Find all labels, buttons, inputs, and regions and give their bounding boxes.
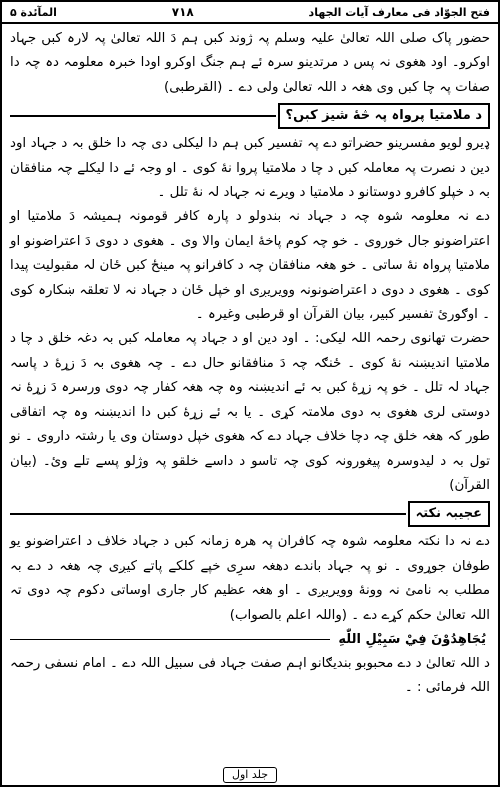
verse-rule xyxy=(10,639,330,640)
page-number: ۷۱۸ xyxy=(171,5,194,19)
section-heading-row xyxy=(10,499,490,529)
paragraph: دے نہ معلومہ شوہ چہ د جہاد نہ بندولو د پارہ کافر قومونہ ہمیشہ دَ ملامتیا او اعتراضونو جال خوروی ۔ خو چہ کوم پاخۀ ایمان والا وی ۔ ھغوی د دوی دَ اعتراضونو او ملامتیا پرواہ نۀ ساتی ۔ خو ھغہ منافقان چہ د کافرانو پہ مینځ کبں ځان لہ مقبولیت پیدا کوی ۔ ھغوی د دوی د اعتراضونونہ وویریږی او خپل ځان د جہاد نہ لا تعلقہ ښکارہ کوی ۔ اوګورئ تفسیر کبیر، بیان القرآن او قرطبی وغیرہ ۔ xyxy=(10,209,490,323)
page-body xyxy=(2,24,498,701)
paragraph: ډیرو لویو مفسرینو حضراتو دے پہ تفسیر کبں ہم دا لیکلی دی چہ دا خلق بہ د جہاد اود دین د نصرت پہ معاملہ کبں د چا د ملامتیا پروا نۀ کوی ۔ او وجہ ئے دا لیکلے چہ منافقان بہ د خپلو کافرو دوستانو د ملامتیا د ویرے نہ جہاد لہ نۀ تلل ۔ xyxy=(10,136,490,201)
section-heading: د ملامتیا پرواہ پہ څۀ شیز کبں؟ xyxy=(278,103,490,129)
volume-label: جلد اول xyxy=(223,767,277,783)
heading-rule xyxy=(10,115,276,117)
paragraph: دے نہ دا نکتہ معلومہ شوہ چہ کافران پہ ھرہ زمانہ کبں د جہاد خلاف د اعتراضونو یو طوفان جوړوی ۔ نو پہ جہاد باندے دھغہ سرِی خپے کلکے پاتے کیږی چہ ھغہ د دے بہ مطلب بہ نامئ نہ وونۀ وویریږی ۔ او ھغہ عظیم کار جاری اوساتی دکوم چہ دوی تہ اللہ تعالیٰ حکم کړے دے ۔ (واللہ اعلم بالصواب) xyxy=(10,534,490,623)
book-title: فتح الجوّاد فی معارف آیات الجهاد xyxy=(308,5,490,19)
page-header xyxy=(2,2,498,24)
page-footer xyxy=(2,765,498,785)
paragraph: حضرت تھانوی رحمہ اللہ لیکی: ۔ اود دین او د جہاد پہ معاملہ کبں بہ دغہ خلق د چا د ملامتیا اندیښنہ نۀ کوی ۔ ځنګہ چہ دَ منافقانو حال دے ۔ چہ ھغوی بہ دَ زړۀ د پاسہ جہاد لہ تلل ۔ خو پہ زړۀ کبں بہ ئے اندیښنہ وہ چہ ھغہ کفار چہ دوی ورسرہ دَ زړۀ نہ دوستی لری ھغوی بہ دوی ملامتہ کړی ۔ یا بہ ئے زړۀ کبں دا اندیښنہ وہ چہ اتفاقی طور کہ ھغہ خلق چہ دچا خلاف جہاد دے کہ ھغوی خپل دوستان وی یا رشتہ داروی ۔ نو تول بہ د لیدوسرہ پیغورونہ کوی چہ تاسو د داسے خلقو پہ وژلو پسے تلے وئ۔ (بیان القرآن) xyxy=(10,331,490,493)
section-heading: عجیبہ نکتہ xyxy=(408,501,490,527)
paragraph: حضور پاک صلی اللہ تعالیٰ علیہ وسلم پہ ژوند کبں ہم دَ اللہ تعالیٰ پہ لارہ کبں جہاد اوکرو۔ اود ھغوی نہ پس د مرتدینو سرہ ئے ہم جنگ اوکرو اودا خبرہ معلومہ دہ چہ دا صفات پہ چا کبں وی ھغہ د اللہ تعالیٰ ولی دے ۔ (القرطبی) xyxy=(10,31,490,95)
paragraph: د اللہ تعالیٰ د دے محبوبو بندیګانو اہم صفت جہاد فی سبیل اللہ دے ۔ امام نسفی رحمہ اللہ فرمائی : ۔ xyxy=(10,655,490,696)
quran-verse: يُجَاهِدُوْنَ فِيْ سَبِيْلِ اللّٰهِ xyxy=(338,631,486,647)
ayah-row xyxy=(10,630,490,650)
section-heading-row xyxy=(10,101,490,131)
heading-rule xyxy=(10,513,406,515)
surah-title: المآئدة ۵ xyxy=(10,5,57,19)
